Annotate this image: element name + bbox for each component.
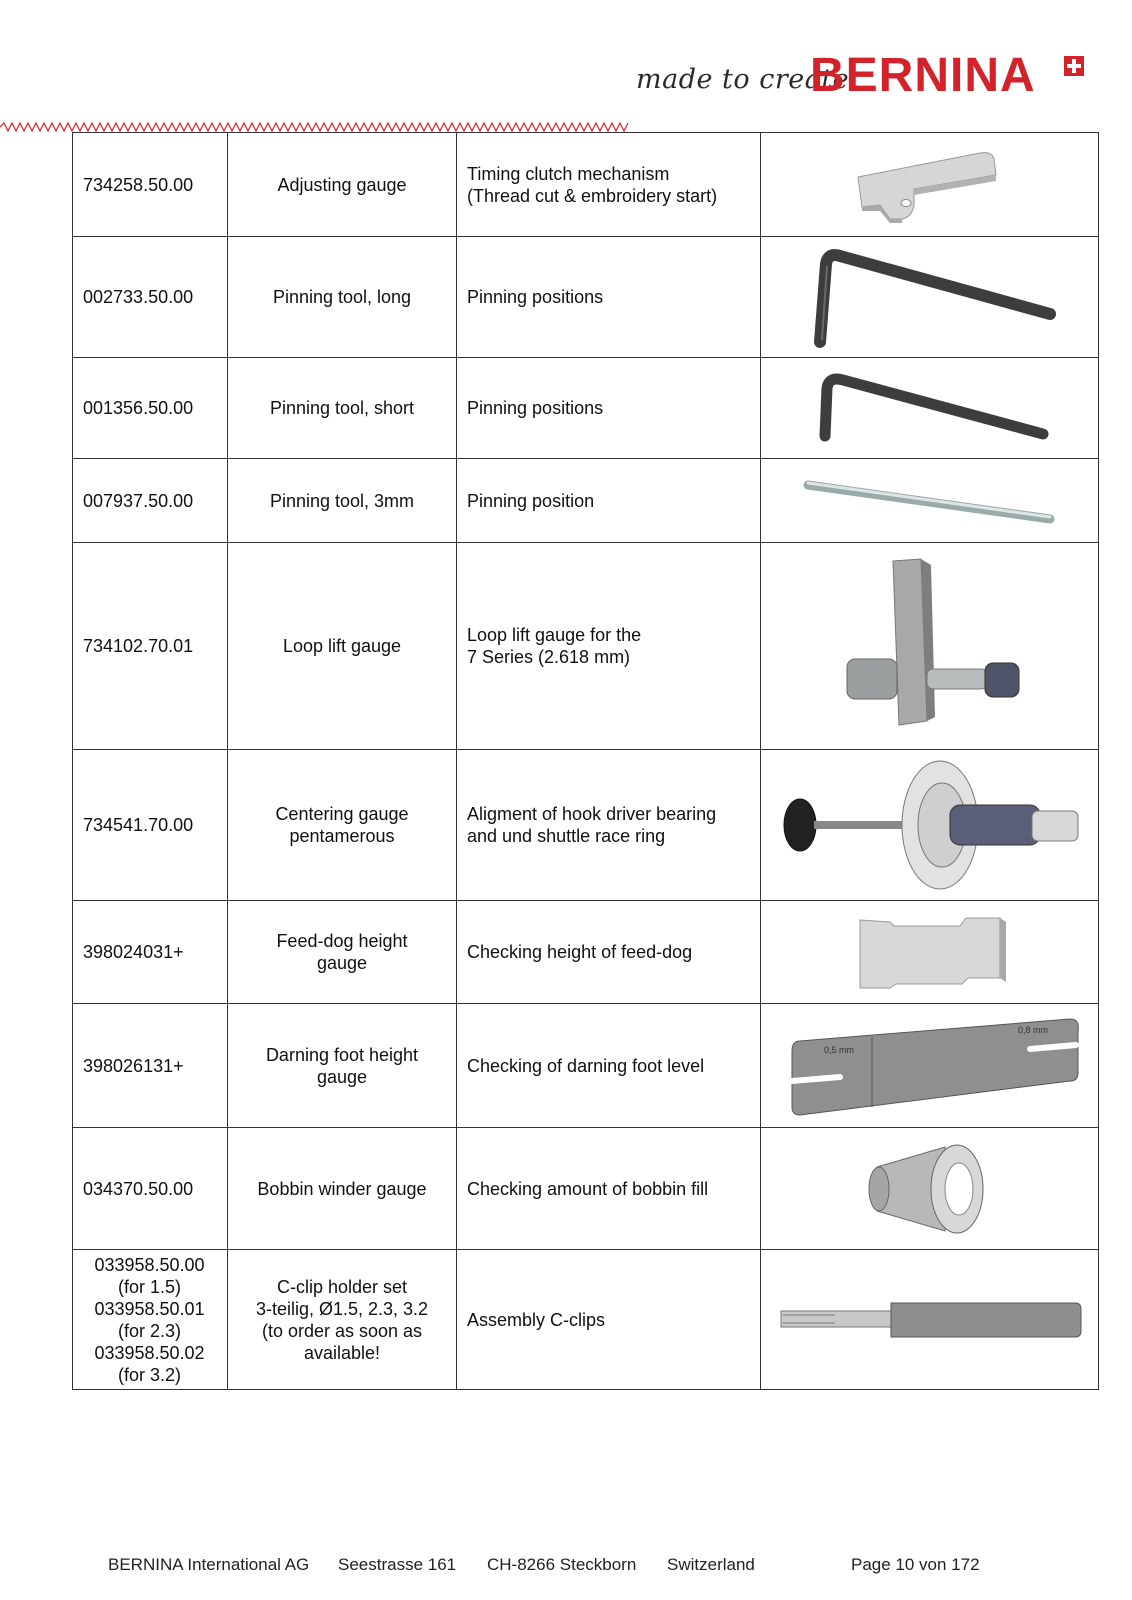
table-row	[73, 750, 1099, 901]
pin-rod-image	[800, 471, 1060, 531]
tool-description: Checking amount of bobbin fill	[457, 1128, 761, 1250]
tool-name: C-clip holder set 3-teilig, Ø1.5, 2.3, 3.2 (to order as soon as available!	[228, 1250, 457, 1390]
tool-name: Feed-dog height gauge	[228, 901, 457, 1004]
part-number: 734102.70.01	[73, 543, 228, 750]
tool-image-cell	[761, 750, 1099, 901]
table-row	[73, 358, 1099, 459]
tool-image-cell	[761, 1250, 1099, 1390]
part-number: 734541.70.00	[73, 750, 228, 901]
brand-tagline: made to create	[636, 64, 850, 95]
adjusting-gauge-image	[850, 145, 1010, 225]
tool-image-cell	[761, 901, 1099, 1004]
swiss-cross-icon	[1064, 56, 1084, 76]
part-number: 034370.50.00	[73, 1128, 228, 1250]
bobbin-winder-gauge-image	[865, 1137, 995, 1241]
tool-image-cell	[761, 237, 1099, 358]
short-hex-key-image	[805, 366, 1055, 450]
tool-name: Darning foot height gauge	[228, 1004, 457, 1128]
part-number: 002733.50.00	[73, 237, 228, 358]
tool-name: Adjusting gauge	[228, 133, 457, 237]
long-hex-key-image	[800, 242, 1060, 352]
table-row	[73, 1128, 1099, 1250]
feed-dog-gauge-image	[850, 912, 1010, 992]
page-number: Page 10 von 172	[851, 1555, 980, 1574]
tool-name: Pinning tool, 3mm	[228, 459, 457, 543]
table-row	[73, 901, 1099, 1004]
loop-lift-gauge-image	[825, 551, 1035, 741]
tool-description: Aligment of hook driver bearing and und shuttle race ring	[457, 750, 761, 901]
tool-name: Loop lift gauge	[228, 543, 457, 750]
tool-image-cell	[761, 1004, 1099, 1128]
tools-table	[72, 132, 1099, 1390]
table-row	[73, 459, 1099, 543]
footer-company: BERNINA International AG	[108, 1555, 310, 1574]
footer-city: CH-8266 Steckborn	[487, 1555, 637, 1574]
part-number: 033958.50.00 (for 1.5) 033958.50.01 (for 2.3) 033958.50.02 (for 3.2)	[73, 1250, 228, 1390]
tool-description: Checking of darning foot level	[457, 1004, 761, 1128]
tool-name: Pinning tool, long	[228, 237, 457, 358]
table-row	[73, 1250, 1099, 1390]
c-clip-holder-image	[775, 1295, 1085, 1345]
tool-name: Pinning tool, short	[228, 358, 457, 459]
part-number: 007937.50.00	[73, 459, 228, 543]
tool-image-cell	[761, 358, 1099, 459]
part-number: 734258.50.00	[73, 133, 228, 237]
tool-description: Pinning positions	[457, 358, 761, 459]
tool-description: Pinning positions	[457, 237, 761, 358]
tool-description: Pinning position	[457, 459, 761, 543]
part-number: 001356.50.00	[73, 358, 228, 459]
tool-name: Centering gauge pentamerous	[228, 750, 457, 901]
darning-foot-gauge-image	[780, 1011, 1080, 1121]
part-number: 398024031+	[73, 901, 228, 1004]
tool-description: Assembly C-clips	[457, 1250, 761, 1390]
tool-image-cell	[761, 1128, 1099, 1250]
table-row	[73, 1004, 1099, 1128]
table-row	[73, 133, 1099, 237]
part-number: 398026131+	[73, 1004, 228, 1128]
tool-image-cell	[761, 543, 1099, 750]
gauge-label-0-8: 0,8 mm	[1017, 1024, 1048, 1035]
table-row	[73, 543, 1099, 750]
tool-image-cell	[761, 459, 1099, 543]
footer-street: Seestrasse 161	[338, 1555, 457, 1574]
footer-country: Switzerland	[667, 1555, 755, 1574]
tool-description: Timing clutch mechanism (Thread cut & embroidery start)	[457, 133, 761, 237]
centering-gauge-image	[770, 755, 1090, 895]
tool-name: Bobbin winder gauge	[228, 1128, 457, 1250]
tool-image-cell	[761, 133, 1099, 237]
tool-description: Loop lift gauge for the 7 Series (2.618 mm)	[457, 543, 761, 750]
tool-description: Checking height of feed-dog	[457, 901, 761, 1004]
bernina-logo: BERNINA	[810, 49, 1036, 102]
table-row	[73, 237, 1099, 358]
gauge-label-0-5: 0,5 mm	[823, 1044, 854, 1055]
